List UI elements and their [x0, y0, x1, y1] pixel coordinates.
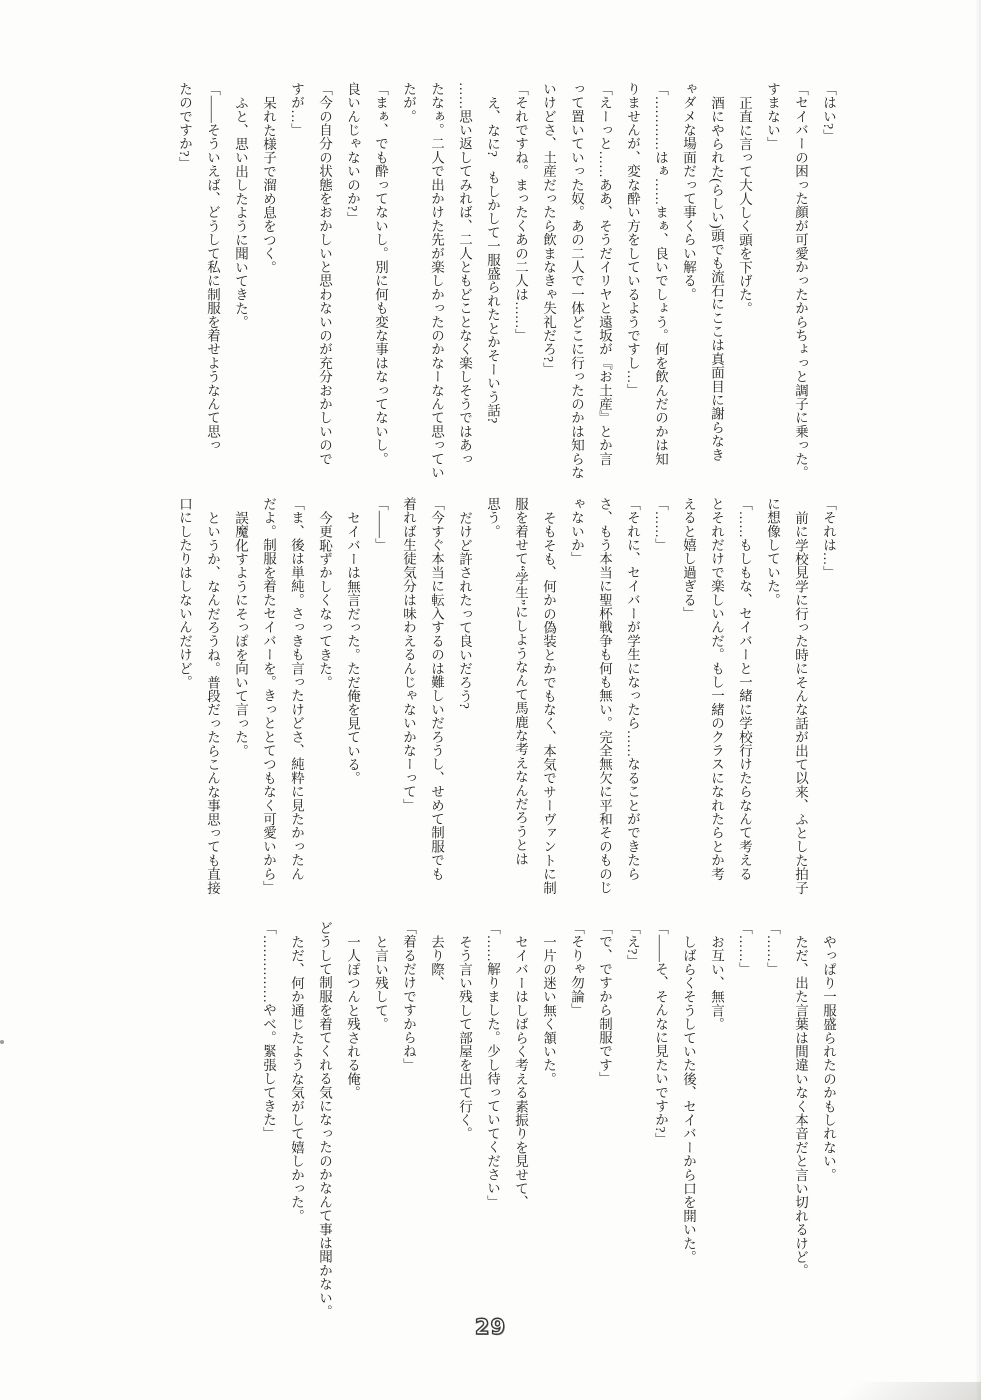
text-line: 「……」 [737, 921, 752, 976]
text-line: たのですか?」 [177, 82, 192, 171]
text-line: ゃダメな場面だって事くらい解る。 [681, 82, 696, 302]
text-line: 去り際、 [429, 934, 444, 990]
text-line: いけどさ、土産だったら飲まなきゃ失礼だろ?」 [541, 82, 556, 376]
text-line: 「……」 [653, 497, 668, 552]
text-line: たなぁ。二人で出かけた先が楽しかったのかなーなんて思ってい [429, 82, 444, 480]
text-line: 「まぁ、でも酔ってないし。別に何も変な事はなってないし。 [373, 82, 388, 466]
text-line: 誤魔化すようにそっぽを向いて言った。 [233, 510, 248, 758]
text-line: 「えーっと……ああ、そうだイリヤと遠坂が『お土産』とか言 [597, 82, 612, 466]
text-line: 「――」 [373, 497, 388, 552]
text-line: 「それは…」 [821, 497, 836, 580]
text-line: 「……………やべ。緊張してきた」 [261, 921, 276, 1141]
text-line: 「……」 [765, 921, 780, 976]
text-line: しばらくそうしていた後、セイバーから口を開いた。 [681, 934, 696, 1264]
text-line: 「今の自分の状態をおかしいと思わないのが充分おかしいので [317, 82, 332, 466]
text-line: 酒にやられた(らしい)頭でも流石にここは真面目に謝らなき [709, 95, 724, 462]
text-line: 「――そういえば、どうして私に制服を着せようなんて思っ [205, 82, 220, 452]
text-line: 「ま、後は単純。さっきも言ったけどさ、純粋に見たかったん [289, 497, 304, 881]
page-number: 29 [474, 1315, 507, 1339]
text-line: セイバーはしばらく考える素振りを見せて、 [513, 934, 528, 1209]
text-line: 「今すぐ本当に転入するのは難しいだろうし、せめて制服でも [429, 497, 444, 881]
text-line: 口にしたりはしないんだけど。 [177, 497, 192, 689]
text-line: ただ、何か通じたような気がして嬉しかった。 [289, 934, 304, 1223]
text-line: 思う。 [485, 497, 500, 539]
text-line: 「セイバーの困った顔が可愛かったからちょっと調子に乗った。 [793, 82, 808, 480]
text-line: 着れば生徒気分は味わえるんじゃないかなーって」 [401, 497, 416, 813]
text-block-2 [170, 497, 842, 909]
text-line: ふと、思い出したように聞いてきた。 [233, 95, 248, 329]
text-line: りませんが、変な酔い方をしているようですし…」 [625, 82, 640, 398]
text-line: だけど許されたって良いだろう? [457, 510, 472, 709]
text-line: 「……もしもな、セイバーと一緒に学校行けたらなんて考える [737, 497, 752, 881]
text-line: すが…」 [289, 82, 304, 137]
text-line: え、なに? もしかして一服盛られたとかそーいう話? [485, 95, 500, 423]
text-line: 服を着せて“学生”にしようなんて馬鹿な考えなんだろうとは [513, 497, 528, 866]
text-line: セイバーは無言だった。ただ俺を見ている。 [345, 510, 360, 785]
text-line: 「え?」 [625, 921, 640, 969]
text-line: 「……解りました。少し待っていてください」 [485, 921, 500, 1209]
text-line: 「それに、セイバーが学生になったら……なることができたら [625, 497, 640, 881]
text-line: だよ。制服を着たセイバーを。きっととてつもなく可愛いから」 [261, 497, 276, 895]
text-line: 前に学校見学に行った時にそんな話が出て以来、ふとした拍子 [793, 510, 808, 895]
text-block-3 [254, 921, 842, 1333]
text-line: そう言い残して部屋を出て行く。 [457, 934, 472, 1140]
text-line: 「それですね。まったくあの二人は……」 [513, 82, 528, 343]
page-edge-shadow-bottom [761, 1382, 981, 1400]
text-line: お互い、無言。 [709, 934, 724, 1031]
text-line: というか、なんだろうね。普段だったらこんな事思っても直接 [205, 510, 220, 895]
text-line: 呆れた様子で溜め息をつく。 [261, 95, 276, 274]
text-line: 「そりゃ勿論」 [569, 921, 584, 1017]
text-line: 「…………はぁ……まぁ、良いでしょう。何を飲んだのかは知 [653, 82, 668, 466]
text-line: 良いんじゃないのか?」 [345, 82, 360, 226]
text-line: 一人ぽつんと残される俺。 [345, 934, 360, 1099]
text-line: 「着るだけですからね」 [401, 921, 416, 1072]
text-line: と言い残して。 [373, 934, 388, 1031]
text-line: 正直に言って大人しく頭を下げた。 [737, 95, 752, 315]
text-line: 「――そ、そんなに見たいですか?」 [653, 921, 668, 1147]
page-edge-shadow-right [975, 0, 981, 1400]
text-line: 一片の迷い無く頷いた。 [541, 934, 556, 1086]
text-line: 「はい?」 [821, 82, 836, 143]
text-line: とそれだけで楽しいんだ。もし一緒のクラスになれたらとか考 [709, 497, 724, 881]
text-line: やっぱり一服盛られたのかもしれない。 [821, 934, 836, 1182]
text-line: って置いていった奴。あの二人で一体どこに行ったのかは知らな [569, 82, 584, 480]
text-line: ……思い返してみれば、二人ともどことなく楽しそうではあっ [457, 82, 472, 466]
text-line: たが。 [401, 82, 416, 124]
text-line: どうして制服を着てくれる気になったのかなんて事は聞かない。 [317, 921, 332, 1319]
text-block-1 [170, 82, 842, 494]
text-line: ただ、出た言葉は間違いなく本音だと言い切れるけど。 [793, 934, 808, 1277]
text-line: 「で、ですから制服です」 [597, 921, 612, 1086]
text-line: 今更恥ずかしくなってきた。 [317, 510, 332, 689]
scan-speck [0, 1040, 4, 1044]
text-line: えると嬉し過ぎる」 [681, 497, 696, 621]
text-line: すまない」 [765, 82, 780, 151]
text-line: ゃないか」 [569, 497, 584, 566]
text-line: に想像していた。 [765, 497, 780, 607]
text-line: さ、もう本当に聖杯戦争も何も無い。完全無欠に平和そのものじ [597, 497, 612, 895]
text-line: そもそも、何かの偽装とかでもなく、本気でサーヴァントに制 [541, 510, 556, 895]
